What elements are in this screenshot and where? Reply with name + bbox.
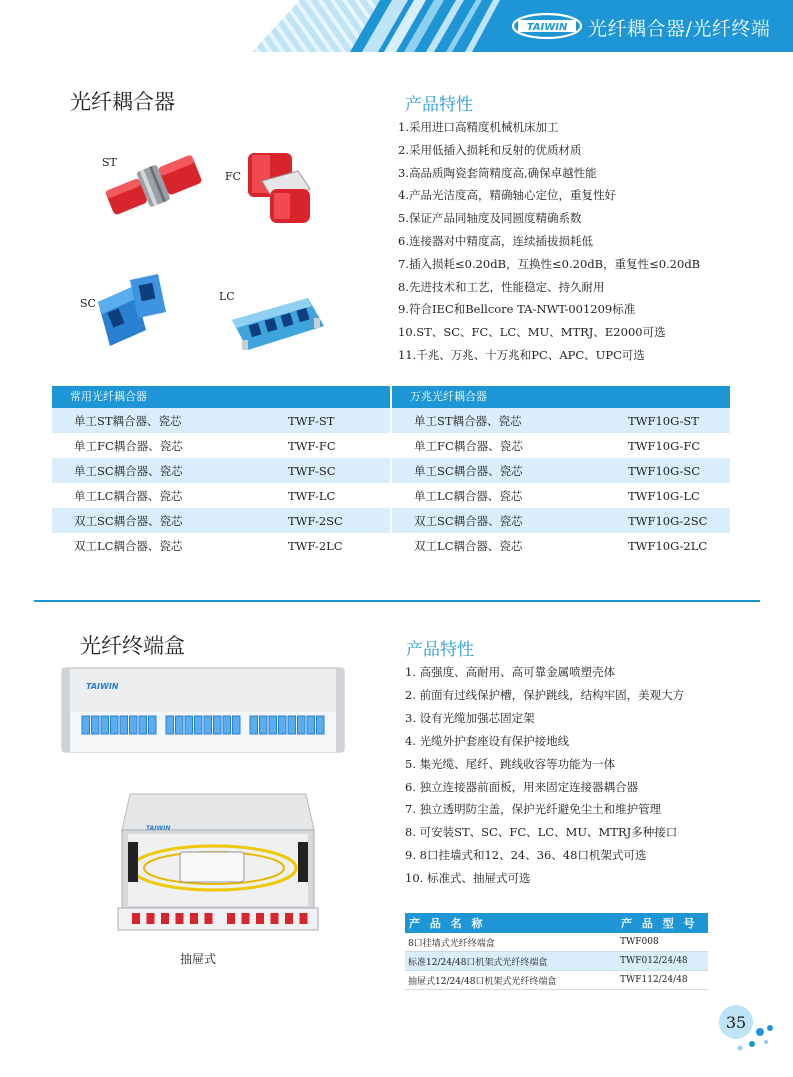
- st-label: ST: [102, 156, 117, 169]
- taiwin-logo: [512, 12, 582, 40]
- row-name: 单工SC耦合器、瓷芯: [74, 463, 183, 478]
- fc-label: FC: [225, 170, 242, 183]
- table-row: [392, 408, 730, 433]
- row-name: 单工SC耦合器、瓷芯: [414, 463, 523, 478]
- header-title: 光纤耦合器/光纤终端: [588, 18, 771, 40]
- port-icon: [227, 913, 235, 924]
- terminal-product-table: [405, 913, 708, 990]
- row-name: 标准12/24/48口机架式光纤终端盒: [408, 957, 548, 968]
- port-icon: [166, 716, 174, 734]
- port-icon: [317, 716, 325, 734]
- feature-item: 3. 设有光缆加强芯固定架: [405, 710, 535, 725]
- fc-coupler-image: [240, 145, 320, 227]
- port-icon: [149, 716, 157, 734]
- table-row: [392, 533, 730, 558]
- col-name-header: 产 品 名 称: [409, 917, 486, 930]
- row-name: 单工FC耦合器、瓷芯: [414, 438, 523, 453]
- page-number-badge: [712, 998, 784, 1058]
- table-row: [405, 952, 708, 971]
- row-model: TWF-ST: [288, 413, 335, 428]
- table-body: [52, 408, 390, 558]
- feature-item: 8.先进技术和工艺，性能稳定、持久耐用: [398, 279, 605, 294]
- lc-coupler-image: [228, 292, 328, 354]
- row-model: TWF112/24/48: [620, 975, 688, 985]
- table-row: [392, 483, 730, 508]
- port-icon: [256, 913, 264, 924]
- table-row: [52, 433, 390, 458]
- table-row: [405, 971, 708, 990]
- port-icon: [111, 716, 119, 734]
- table-row: [52, 408, 390, 433]
- port-icon: [195, 716, 203, 734]
- table-row: [52, 483, 390, 508]
- sc-coupler-image: [90, 272, 170, 352]
- terminal-features-heading: 产品特性: [406, 640, 474, 660]
- feature-item: 4. 光缆外护套座设有保护接地线: [405, 733, 570, 748]
- feature-item: 11.千兆、万兆、十万兆和PC、APC、UPC可选: [398, 347, 645, 362]
- feature-item: 2. 前面有过线保护槽，保护跳线，结构牢固，美观大方: [405, 687, 685, 702]
- feature-item: 2.采用低插入损耗和反射的优质材质: [398, 142, 582, 157]
- table-row: [392, 433, 730, 458]
- port-icon: [176, 716, 184, 734]
- port-icon: [185, 716, 193, 734]
- row-model: TWF-FC: [288, 438, 336, 453]
- row-model: TWF-2LC: [288, 538, 343, 553]
- section-divider: [34, 600, 760, 602]
- port-icon: [250, 716, 258, 734]
- feature-item: 5. 集光缆、尾纤、跳线收容等功能为一体: [405, 756, 616, 771]
- row-model: TWF-SC: [288, 463, 336, 478]
- row-name: 抽屉式12/24/48口机架式光纤终端盒: [408, 976, 557, 987]
- common-coupler-table: [52, 386, 390, 558]
- row-name: 双工SC耦合器、瓷芯: [414, 513, 523, 528]
- row-name: 单工LC耦合器、瓷芯: [74, 488, 183, 503]
- port-icon: [161, 913, 169, 924]
- port-icon: [288, 716, 296, 734]
- lc-label: LC: [219, 290, 235, 303]
- row-model: TWF008: [620, 937, 659, 947]
- port-icon: [205, 913, 213, 924]
- coupler-features-list: [398, 116, 700, 367]
- feature-item: 9. 8口挂墙式和12、24、36、48口机架式可选: [405, 848, 647, 863]
- terminal-features-list: [405, 661, 684, 890]
- table-row: [405, 933, 708, 952]
- row-name: 8口挂墙式光纤终端盒: [408, 938, 495, 949]
- feature-item: 6.连接器对中精度高，连续插拔损耗低: [398, 233, 593, 248]
- row-name: 单工ST耦合器、瓷芯: [414, 413, 522, 428]
- port-icon: [242, 913, 250, 924]
- port-icon: [139, 716, 147, 734]
- port-icon: [92, 716, 100, 734]
- port-icon: [300, 913, 308, 924]
- port-icon: [285, 913, 293, 924]
- rack-terminal-box-image: [60, 664, 346, 759]
- feature-item: 5.保证产品同轴度及同圆度精确系数: [398, 211, 582, 226]
- port-icon: [298, 716, 306, 734]
- row-model: TWF10G-ST: [628, 413, 699, 428]
- row-name: 单工FC耦合器、瓷芯: [74, 438, 183, 453]
- row-name: 双工LC耦合器、瓷芯: [414, 538, 523, 553]
- coupler-section-title: 光纤耦合器: [70, 90, 175, 114]
- feature-item: 7. 独立透明防尘盖，保护光纤避免尘土和维护管理: [405, 802, 662, 817]
- row-model: TWF10G-2LC: [628, 538, 708, 553]
- port-icon: [176, 913, 184, 924]
- port-icon: [204, 716, 212, 734]
- table-row: [52, 458, 390, 483]
- 10g-coupler-table: [392, 386, 730, 558]
- feature-item: 9.符合IEC和Bellcore TA-NWT-001209标准: [398, 302, 636, 317]
- port-icon: [132, 913, 140, 924]
- terminal-section-title: 光纤终端盒: [80, 634, 185, 658]
- row-model: TWF10G-2SC: [628, 513, 708, 528]
- port-icon: [233, 716, 241, 734]
- table-row: [392, 508, 730, 533]
- table-row: [52, 508, 390, 533]
- feature-item: 4.产品光洁度高，精确轴心定位，重复性好: [398, 188, 616, 203]
- port-icon: [307, 716, 315, 734]
- feature-item: 6. 独立连接器前面板，用来固定连接器耦合器: [405, 779, 639, 794]
- table-heading: 万兆光纤耦合器: [392, 386, 730, 408]
- row-model: TWF10G-SC: [628, 463, 701, 478]
- port-icon: [269, 716, 277, 734]
- feature-item: 7.插入损耗≤0.20dB，互换性≤0.20dB，重复性≤0.20dB: [398, 256, 701, 271]
- port-icon: [147, 913, 155, 924]
- port-icon: [190, 913, 198, 924]
- port-icon: [279, 716, 287, 734]
- feature-item: 1.采用进口高精度机械机床加工: [398, 120, 559, 134]
- col-model-header: 产 品 型 号: [621, 917, 698, 930]
- port-icon: [214, 716, 222, 734]
- port-icon: [223, 716, 231, 734]
- row-name: 双工LC耦合器、瓷芯: [74, 538, 183, 553]
- port-icon: [130, 716, 138, 734]
- st-coupler-image: [98, 143, 208, 228]
- logo-text: TAIWIN: [526, 22, 568, 33]
- drawer-terminal-box-image: [110, 790, 322, 935]
- feature-item: 10.ST、SC、FC、LC、MU、MTRJ、E2000可选: [398, 325, 666, 340]
- feature-item: 3.高品质陶瓷套筒精度高,确保卓越性能: [398, 165, 597, 180]
- feature-item: 8. 可安装ST、SC、FC、LC、MU、MTRJ多种接口: [405, 825, 678, 840]
- port-icon: [260, 716, 268, 734]
- row-name: 单工LC耦合器、瓷芯: [414, 488, 523, 503]
- drawer-brand-text: TAIWIN: [146, 825, 171, 832]
- row-name: 单工ST耦合器、瓷芯: [74, 413, 182, 428]
- row-model: TWF10G-LC: [628, 488, 700, 503]
- sc-label: SC: [80, 297, 96, 310]
- port-icon: [271, 913, 279, 924]
- row-model: TWF-LC: [288, 488, 336, 503]
- page-number: 35: [725, 1013, 747, 1032]
- row-model: TWF012/24/48: [620, 956, 688, 966]
- row-name: 双工SC耦合器、瓷芯: [74, 513, 183, 528]
- table-heading: 常用光纤耦合器: [52, 386, 390, 408]
- drawer-label: 抽屉式: [180, 952, 217, 966]
- feature-item: 10. 标准式、抽屉式可选: [405, 871, 531, 886]
- port-icon: [82, 716, 90, 734]
- port-icon: [101, 716, 109, 734]
- port-icon: [120, 716, 128, 734]
- table-body: [392, 408, 730, 558]
- table-row: [392, 458, 730, 483]
- feature-item: 1. 高强度、高耐用、高可靠金属喷塑壳体: [405, 665, 616, 679]
- panel-brand-text: TAIWIN: [86, 682, 119, 691]
- row-model: TWF-2SC: [288, 513, 343, 528]
- table-row: [52, 533, 390, 558]
- row-model: TWF10G-FC: [628, 438, 701, 453]
- table-header-row: [405, 913, 708, 933]
- coupler-features-heading: 产品特性: [405, 95, 473, 115]
